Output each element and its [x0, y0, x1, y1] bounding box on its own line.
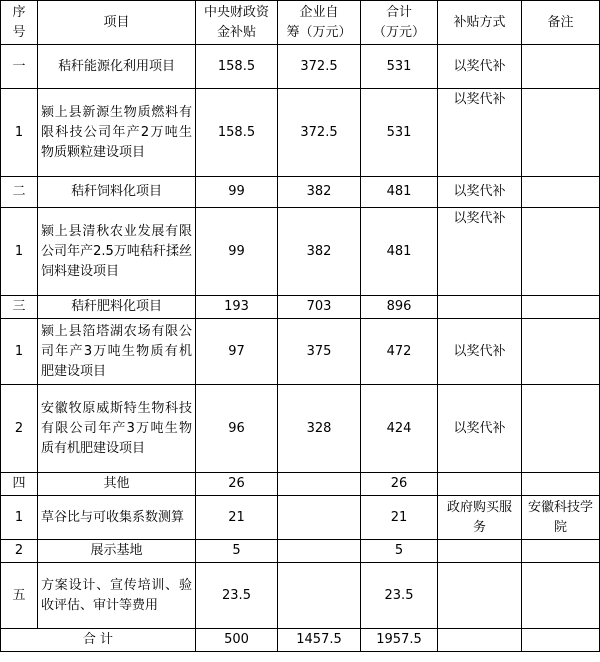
header-central: 中央财政资 金补贴: [196, 1, 278, 45]
cell-total: 424: [361, 385, 438, 473]
cell-central: 23.5: [196, 563, 278, 629]
cell-name: 草谷比与可收集系数测算: [38, 496, 196, 540]
header-seq: 序 号: [1, 1, 38, 45]
cell-seq: 三: [1, 296, 38, 319]
table-row: [1, 296, 600, 319]
cell-enterprise: [278, 473, 361, 496]
cell-total: 896: [361, 296, 438, 319]
cell-enterprise: 372.5: [278, 45, 361, 89]
cell-seq: 四: [1, 473, 38, 496]
cell-name: 秸秆饲料化项目: [38, 177, 196, 208]
cell-enterprise: [278, 563, 361, 629]
cell-name: 其他: [38, 473, 196, 496]
cell-central: 193: [196, 296, 278, 319]
cell-name: 秸秆肥料化项目: [38, 296, 196, 319]
cell-remark: [522, 296, 600, 319]
total-enterprise: 1457.5: [278, 629, 361, 652]
cell-enterprise: 703: [278, 296, 361, 319]
cell-central: 158.5: [196, 45, 278, 89]
cell-enterprise: [278, 540, 361, 563]
cell-total: 23.5: [361, 563, 438, 629]
cell-remark: [522, 45, 600, 89]
header-remark: 备注: [522, 1, 600, 45]
cell-total: 531: [361, 89, 438, 177]
cell-remark: [522, 89, 600, 177]
cell-central: 96: [196, 385, 278, 473]
table-row: [1, 319, 600, 385]
cell-total: 472: [361, 319, 438, 385]
header-total: 合计 （万元）: [361, 1, 438, 45]
table-row: [1, 208, 600, 296]
cell-name: 展示基地: [38, 540, 196, 563]
cell-seq: 1: [1, 208, 38, 296]
table-row: [1, 496, 600, 540]
cell-seq: 二: [1, 177, 38, 208]
cell-method: [438, 296, 522, 319]
cell-total: 481: [361, 177, 438, 208]
cell-remark: 安徽科技学院: [522, 496, 600, 540]
cell-method: 以奖代补: [438, 177, 522, 208]
cell-remark: [522, 385, 600, 473]
cell-method: 以奖代补: [438, 45, 522, 89]
total-remark: [522, 629, 600, 652]
total-method: [438, 629, 522, 652]
cell-name: 秸秆能源化利用项目: [38, 45, 196, 89]
cell-name: 颍上县箔塔湖农场有限公司年产3万吨生物质有机肥建设项目: [38, 319, 196, 385]
cell-method: 以奖代补: [438, 385, 522, 473]
cell-central: 26: [196, 473, 278, 496]
cell-seq: 一: [1, 45, 38, 89]
cell-method: [438, 473, 522, 496]
cell-seq: 2: [1, 385, 38, 473]
cell-central: 97: [196, 319, 278, 385]
cell-remark: [522, 563, 600, 629]
cell-method: 以奖代补: [438, 319, 522, 385]
cell-enterprise: 372.5: [278, 89, 361, 177]
table-row: [1, 563, 600, 629]
table-row: [1, 177, 600, 208]
cell-remark: [522, 540, 600, 563]
table-row: [1, 540, 600, 563]
cell-method: 以奖代补: [438, 89, 522, 177]
cell-seq: 2: [1, 540, 38, 563]
cell-method: [438, 563, 522, 629]
cell-method: 以奖代补: [438, 208, 522, 296]
table-row: [1, 473, 600, 496]
total-total: 1957.5: [361, 629, 438, 652]
cell-method: [438, 540, 522, 563]
cell-central: 158.5: [196, 89, 278, 177]
cell-name: 颍上县清秋农业发展有限公司年产2.5万吨秸秆揉丝饲料建设项目: [38, 208, 196, 296]
cell-seq: 1: [1, 89, 38, 177]
table-row: [1, 89, 600, 177]
total-central: 500: [196, 629, 278, 652]
table-row: [1, 385, 600, 473]
cell-enterprise: 375: [278, 319, 361, 385]
cell-name: 方案设计、宣传培训、验收评估、审计等费用: [38, 563, 196, 629]
cell-total: 481: [361, 208, 438, 296]
cell-central: 21: [196, 496, 278, 540]
cell-remark: [522, 473, 600, 496]
cell-seq: 1: [1, 319, 38, 385]
header-enterprise: 企业自 筹（万元）: [278, 1, 361, 45]
cell-enterprise: [278, 496, 361, 540]
cell-total: 5: [361, 540, 438, 563]
header-name: 项目: [38, 1, 196, 45]
cell-central: 99: [196, 208, 278, 296]
cell-enterprise: 328: [278, 385, 361, 473]
cell-seq: 五: [1, 563, 38, 629]
cell-central: 99: [196, 177, 278, 208]
cell-central: 5: [196, 540, 278, 563]
cell-total: 26: [361, 473, 438, 496]
cell-name: 安徽牧原威斯特生物科技有限公司年产3万吨生物质有机肥建设项目: [38, 385, 196, 473]
cell-remark: [522, 208, 600, 296]
cell-name: 颍上县新源生物质燃料有限科技公司年产2万吨生物质颗粒建设项目: [38, 89, 196, 177]
total-label: 合 计: [1, 629, 196, 652]
cell-remark: [522, 319, 600, 385]
cell-seq: 1: [1, 496, 38, 540]
cell-total: 21: [361, 496, 438, 540]
cell-enterprise: 382: [278, 208, 361, 296]
cell-remark: [522, 177, 600, 208]
cell-total: 531: [361, 45, 438, 89]
cell-method: 政府购买服务: [438, 496, 522, 540]
total-row: [1, 629, 600, 652]
cell-enterprise: 382: [278, 177, 361, 208]
table-row: [1, 45, 600, 89]
header-method: 补贴方式: [438, 1, 522, 45]
header-row: [1, 1, 600, 45]
